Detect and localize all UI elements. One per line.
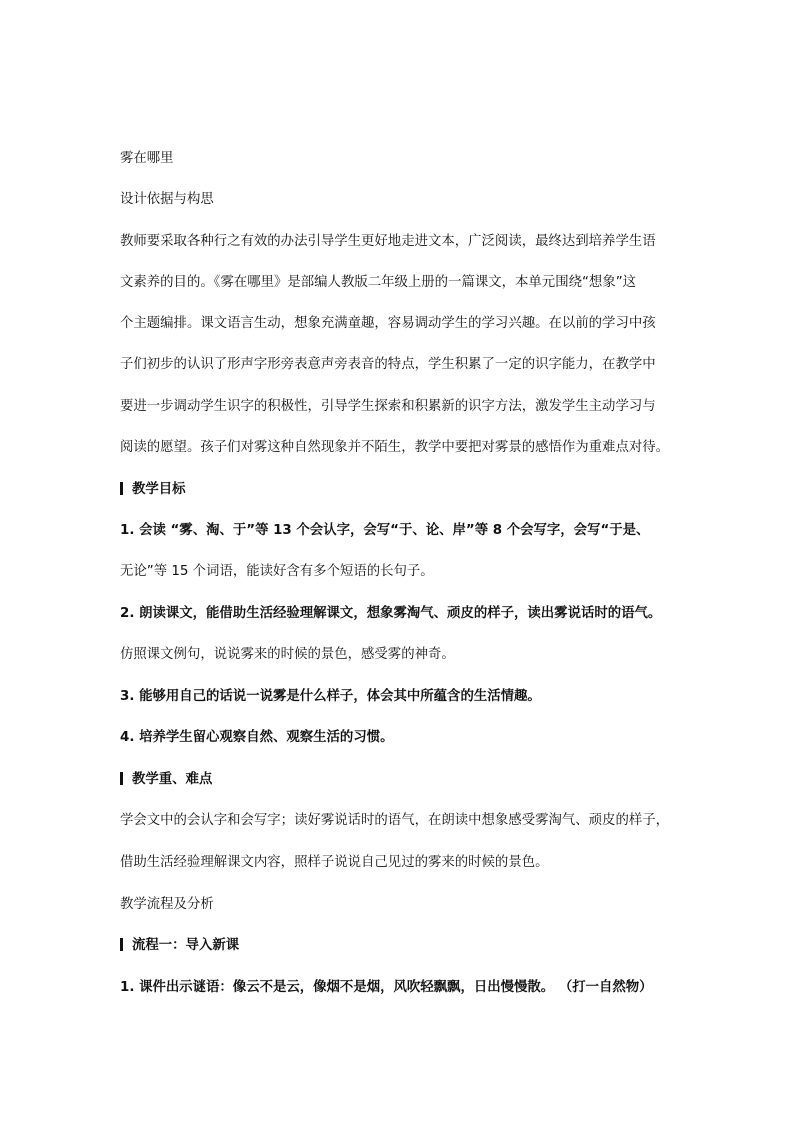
heading-bar-marker — [120, 938, 123, 951]
flow1-item: 1. 课件出示谜语：像云不是云，像烟不是烟，风吹轻飘飘，日出慢慢散。 （打一自然物） — [120, 980, 653, 995]
process-heading: 教学流程及分析 — [120, 897, 214, 912]
goal-item: 3. 能够用自己的话说一说雾是什么样子，体会其中所蕴含的生活情趣。 — [120, 689, 541, 704]
design-heading: 设计依据与构思 — [120, 192, 214, 207]
intro-line: 个主题编排。课文语言生动，想象充满童趣，容易调动学生的学习兴趣。在以前的学习中孩 — [120, 316, 656, 331]
heading-bar-marker — [120, 482, 123, 495]
intro-line: 阅读的愿望。孩子们对雾这种自然现象并不陌生，教学中要把对雾景的感悟作为重难点对待。 — [120, 440, 670, 455]
goal-item: 1. 会读 “雾、淘、于”等 13 个会认字，会写“于、论、岸”等 8 个会写字，会写“于是、 — [120, 523, 650, 538]
flow1-heading-row — [120, 936, 690, 956]
heading-bar-marker — [120, 772, 123, 785]
goal-item: 2. 朗读课文，能借助生活经验理解课文，想象雾淘气、顽皮的样子，读出雾说话时的语气。 — [120, 606, 662, 621]
key-line: 借助生活经验理解课文内容，照样子说说自己见过的雾来的时候的景色。 — [120, 855, 549, 870]
goals-heading: 教学目标 — [132, 482, 186, 497]
flow1-heading: 流程一：导入新课 — [132, 938, 240, 953]
intro-line: 要进一步调动学生识字的积极性，引导学生探索和积累新的识字方法，激发学生主动学习与 — [120, 399, 656, 414]
goal-item-continuation: 无论”等 15 个词语，能读好含有多个短语的长句子。 — [120, 564, 434, 579]
key-heading: 教学重、难点 — [132, 772, 213, 787]
goals-heading-row — [120, 480, 690, 500]
intro-line: 子们初步的认识了形声字形旁表意声旁表音的特点，学生积累了一定的识字能力，在教学中 — [120, 357, 656, 372]
intro-line: 教师要采取各种行之有效的办法引导学生更好地走进文本，广泛阅读，最终达到培养学生语 — [120, 234, 656, 249]
goal-item-continuation: 仿照课文例句，说说雾来的时候的景色，感受雾的神奇。 — [120, 647, 455, 662]
goal-item: 4. 培养学生留心观察自然、观察生活的习惯。 — [120, 730, 394, 745]
intro-line: 文素养的目的。《雾在哪里》是部编人教版二年级上册的一篇课文，本单元围绕“想象”这 — [120, 275, 637, 290]
document-title: 雾在哪里 — [120, 151, 174, 166]
key-line: 学会文中的会认字和会写字；读好雾说话时的语气，在朗读中想象感受雾淘气、顽皮的样子， — [120, 813, 670, 828]
key-heading-row — [120, 770, 690, 790]
